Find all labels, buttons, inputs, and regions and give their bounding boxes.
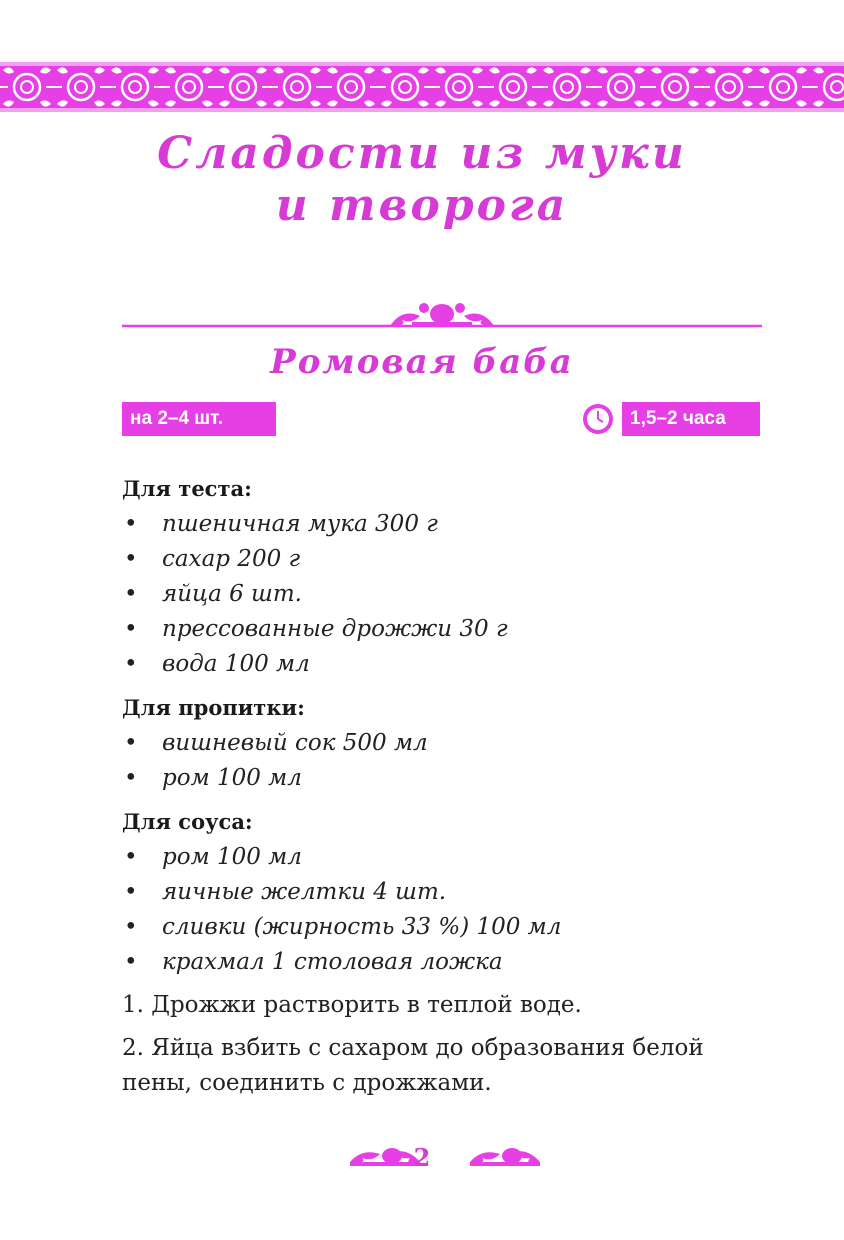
list-item: • сахар 200 г [122, 542, 762, 577]
bullet-icon: • [124, 581, 138, 607]
ornamental-border [0, 62, 844, 112]
ingredient-list-dough [122, 507, 762, 682]
section-heading-soak: Для пропитки: [122, 695, 305, 720]
page-number: 2 [413, 1143, 431, 1172]
bullet-icon: • [124, 730, 138, 756]
step-2: 2. Яйца взбить с сахаром до образования белой пены, соединить с дрожжами. [122, 1035, 704, 1096]
section-heading-dough: Для теста: [122, 476, 252, 501]
chapter-title-line-1: Сладости из муки [157, 128, 687, 179]
list-item: • пшеничная мука 300 г [122, 507, 762, 542]
list-item: • яйца 6 шт. [122, 577, 762, 612]
bullet-icon: • [124, 844, 138, 870]
bullet-icon: • [124, 546, 138, 572]
list-item: • яичные желтки 4 шт. [122, 875, 762, 910]
chapter-title-line-2: и творога [275, 180, 569, 231]
bullet-icon: • [124, 616, 138, 642]
bullet-icon: • [124, 765, 138, 791]
list-item: • крахмал 1 столовая ложка [122, 945, 762, 980]
chapter-title [0, 128, 844, 232]
time-badge: 1,5–2 часа [622, 402, 760, 436]
list-item: • вода 100 мл [122, 647, 762, 682]
section-heading-sauce: Для соуса: [122, 809, 253, 834]
bullet-icon: • [124, 949, 138, 975]
bullet-icon: • [124, 914, 138, 940]
bullet-icon: • [124, 651, 138, 677]
ornamental-divider [122, 298, 762, 332]
bullet-icon: • [124, 879, 138, 905]
servings-badge: на 2–4 шт. [122, 402, 276, 436]
list-item: • ром 100 мл [122, 761, 762, 796]
step-1: 1. Дрожжи растворить в теплой воде. [122, 992, 582, 1018]
list-item: • сливки (жирность 33 %) 100 мл [122, 910, 762, 945]
ingredient-list-soak [122, 726, 762, 796]
list-item: • прессованные дрожжи 30 г [122, 612, 762, 647]
list-item: • ром 100 мл [122, 840, 762, 875]
bullet-icon: • [124, 511, 138, 537]
ingredient-list-sauce [122, 840, 762, 980]
recipe-content [122, 475, 762, 1101]
clock-icon [581, 402, 615, 436]
list-item: • вишневый сок 500 мл [122, 726, 762, 761]
recipe-title: Ромовая баба [270, 342, 574, 382]
